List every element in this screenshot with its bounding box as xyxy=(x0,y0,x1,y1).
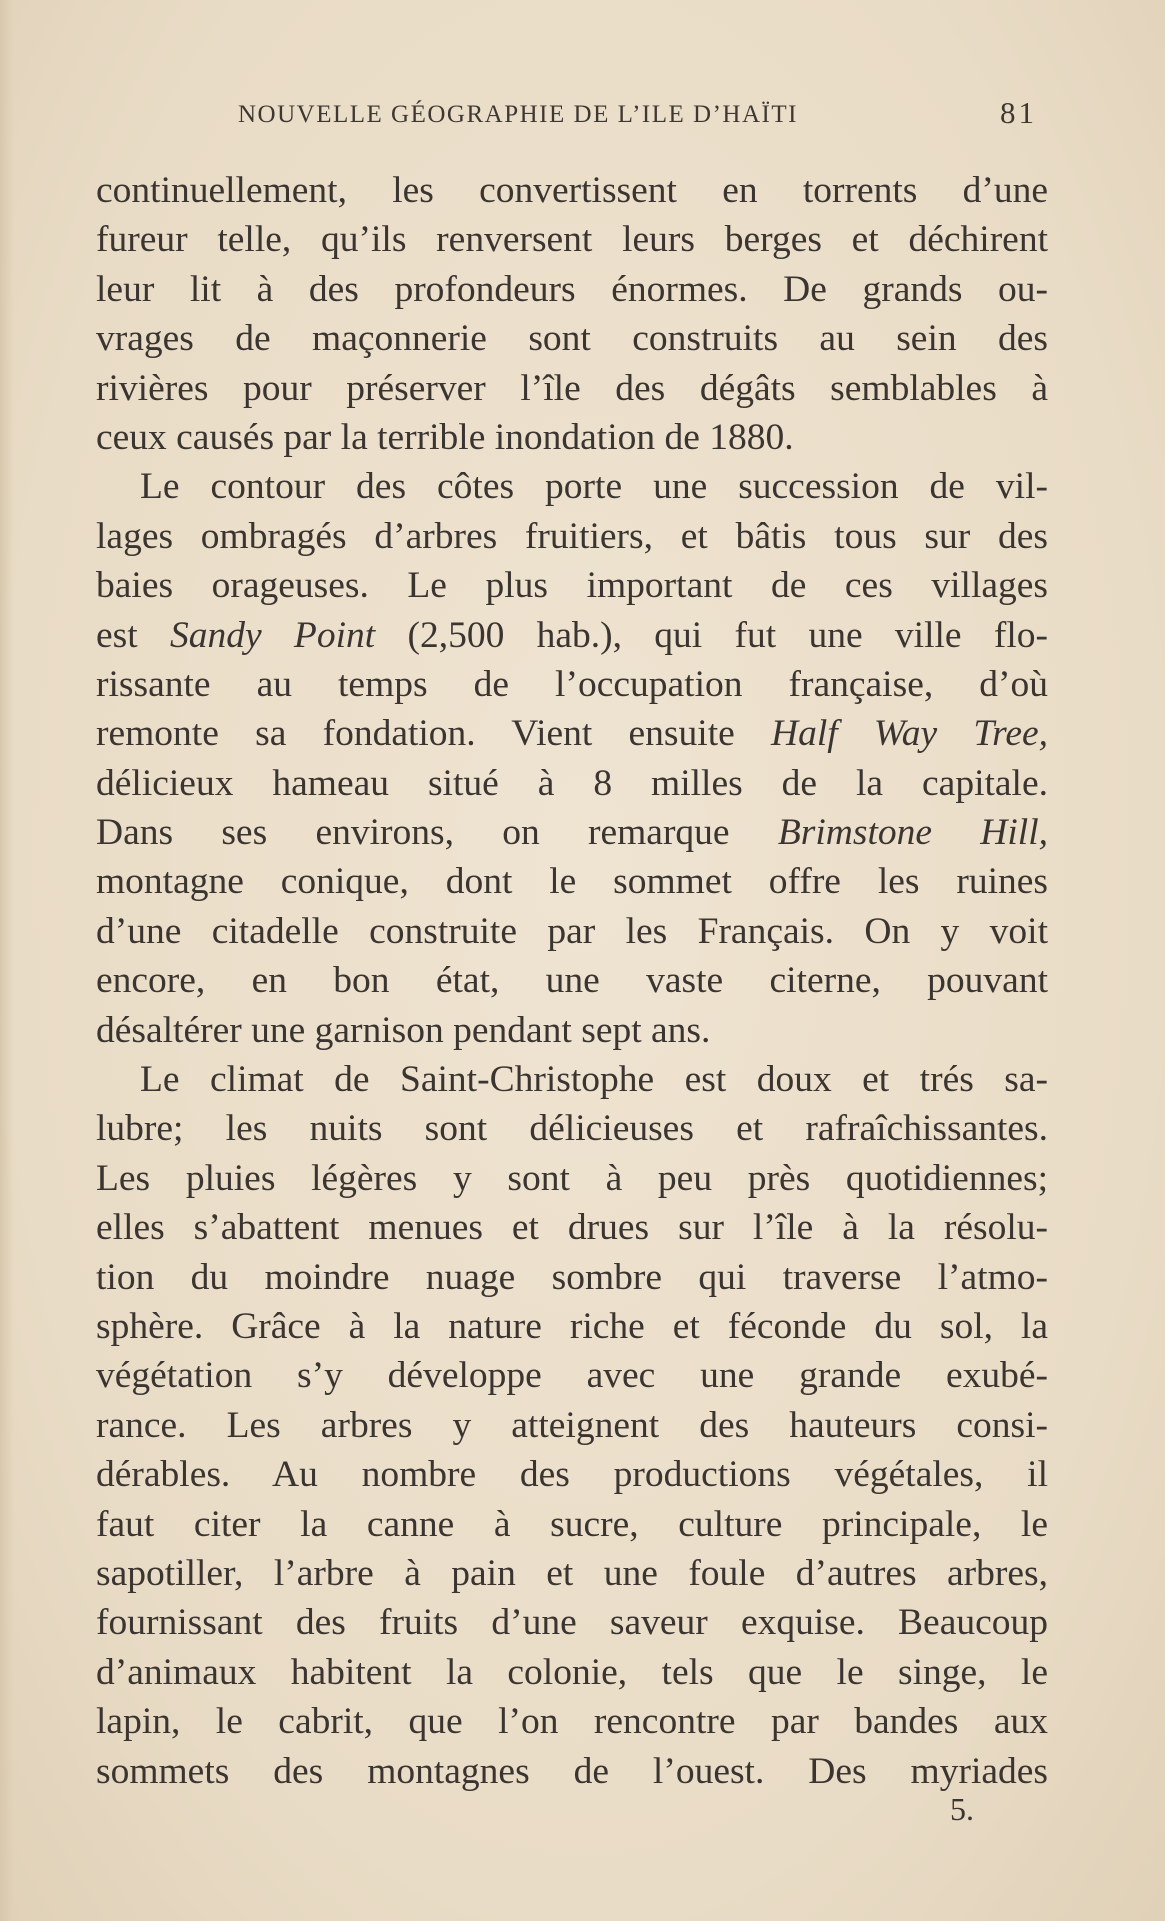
text-line xyxy=(96,512,1048,561)
text-line xyxy=(96,1401,1048,1450)
header-title: NOUVELLE GÉOGRAPHIE DE L’ILE D’HAÏTI xyxy=(238,101,798,128)
text-line xyxy=(96,462,1048,511)
text-segment: Dans ses environs, on remarque xyxy=(96,812,778,854)
text-segment: leur lit à des profondeurs énormes. De grands ou- xyxy=(96,268,1048,310)
text-segment: ceux causés par la terrible inondation de 1880. xyxy=(96,416,794,458)
text-line xyxy=(96,1549,1048,1598)
text-segment: fournissant des fruits d’une saveur exquise. Beaucoup xyxy=(96,1602,1048,1644)
text-segment: baies orageuses. Le plus important de ces villages xyxy=(96,565,1048,607)
text-segment: sommets des montagnes de l’ouest. Des myriades xyxy=(96,1750,1048,1792)
italic-place-name: Sandy Point xyxy=(169,614,376,656)
text-line xyxy=(96,1648,1048,1697)
text-segment: dérables. Au nombre des productions végétales, il xyxy=(96,1454,1048,1496)
text-line xyxy=(96,1450,1048,1499)
text-line xyxy=(96,660,1048,709)
text-line xyxy=(96,857,1048,906)
running-header xyxy=(238,95,1038,141)
italic-place-name: Half Way Tree, xyxy=(771,713,1048,755)
text-segment: rissante au temps de l’occupation française, d’où xyxy=(96,663,1048,705)
text-segment: d’animaux habitent la colonie, tels que le singe, le xyxy=(96,1651,1048,1693)
text-line xyxy=(96,808,1048,857)
text-line xyxy=(96,709,1048,758)
text-line xyxy=(96,1500,1048,1549)
text-line xyxy=(96,611,1048,660)
text-segment: continuellement, les convertissent en torrents d’une xyxy=(96,170,1048,211)
text-line xyxy=(96,314,1048,363)
text-line xyxy=(96,215,1048,264)
text-segment: elles s’abattent menues et drues sur l’île à la résolu- xyxy=(96,1207,1048,1249)
text-line xyxy=(96,364,1048,413)
text-line xyxy=(96,1302,1048,1351)
text-segment: Le climat de Saint-Christophe est doux et trés sa- xyxy=(140,1059,1048,1101)
text-segment: rivières pour préserver l’île des dégâts semblables à xyxy=(96,367,1048,409)
text-line xyxy=(96,1154,1048,1203)
page-edge-shadow xyxy=(0,0,14,1921)
text-line xyxy=(96,1598,1048,1647)
text-segment: montagne conique, dont le sommet offre les ruines xyxy=(96,861,1048,903)
italic-place-name: Brimstone Hill, xyxy=(777,812,1048,854)
text-line xyxy=(96,1747,1048,1796)
text-line xyxy=(96,907,1048,956)
text-line xyxy=(96,413,1048,462)
text-segment: rance. Les arbres y atteignent des hauteurs consi- xyxy=(96,1404,1048,1446)
text-segment: remonte sa fondation. Vient ensuite xyxy=(96,713,771,755)
text-segment: vrages de maçonnerie sont construits au sein des xyxy=(96,318,1048,360)
text-line xyxy=(96,1203,1048,1252)
text-segment: lapin, le cabrit, que l’on rencontre par bandes aux xyxy=(96,1701,1048,1743)
text-segment: faut citer la canne à sucre, culture principale, le xyxy=(96,1503,1048,1545)
text-line xyxy=(96,956,1048,1005)
text-segment: est xyxy=(96,614,170,656)
text-line xyxy=(96,759,1048,808)
text-segment: Les pluies légères y sont à peu près quotidiennes; xyxy=(96,1157,1048,1199)
text-segment: lubre; les nuits sont délicieuses et rafraîchissantes. xyxy=(96,1108,1048,1150)
text-line xyxy=(96,265,1048,314)
text-segment: lages ombragés d’arbres fruitiers, et bâtis tous sur des xyxy=(96,515,1048,557)
signature-mark: 5. xyxy=(950,1791,974,1827)
text-segment: sapotiller, l’arbre à pain et une foule d’autres arbres, xyxy=(96,1552,1048,1594)
text-segment: fureur telle, qu’ils renversent leurs berges et déchirent xyxy=(96,219,1048,261)
text-line xyxy=(96,1253,1048,1302)
page-number: 81 xyxy=(1000,95,1037,130)
body-text xyxy=(96,166,1048,1796)
text-line xyxy=(96,1055,1048,1104)
text-segment: désaltérer une garnison pendant sept ans. xyxy=(96,1009,711,1051)
text-segment: délicieux hameau situé à 8 milles de la capitale. xyxy=(96,762,1048,804)
text-segment: tion du moindre nuage sombre qui traverse l’atmo- xyxy=(96,1256,1048,1298)
text-segment: d’une citadelle construite par les Français. On y voit xyxy=(96,910,1048,952)
text-line xyxy=(96,561,1048,610)
text-line xyxy=(96,1697,1048,1746)
text-line xyxy=(96,1104,1048,1153)
text-segment: (2,500 hab.), qui fut une ville flo- xyxy=(375,614,1048,656)
text-segment: Le contour des côtes porte une succession de vil- xyxy=(140,466,1048,508)
text-line xyxy=(96,1006,1048,1055)
text-segment: sphère. Grâce à la nature riche et féconde du sol, la xyxy=(96,1305,1048,1347)
text-line xyxy=(96,1351,1048,1400)
text-line xyxy=(96,166,1048,215)
text-segment: encore, en bon état, une vaste citerne, pouvant xyxy=(96,960,1048,1002)
text-segment: végétation s’y développe avec une grande exubé- xyxy=(96,1355,1048,1397)
